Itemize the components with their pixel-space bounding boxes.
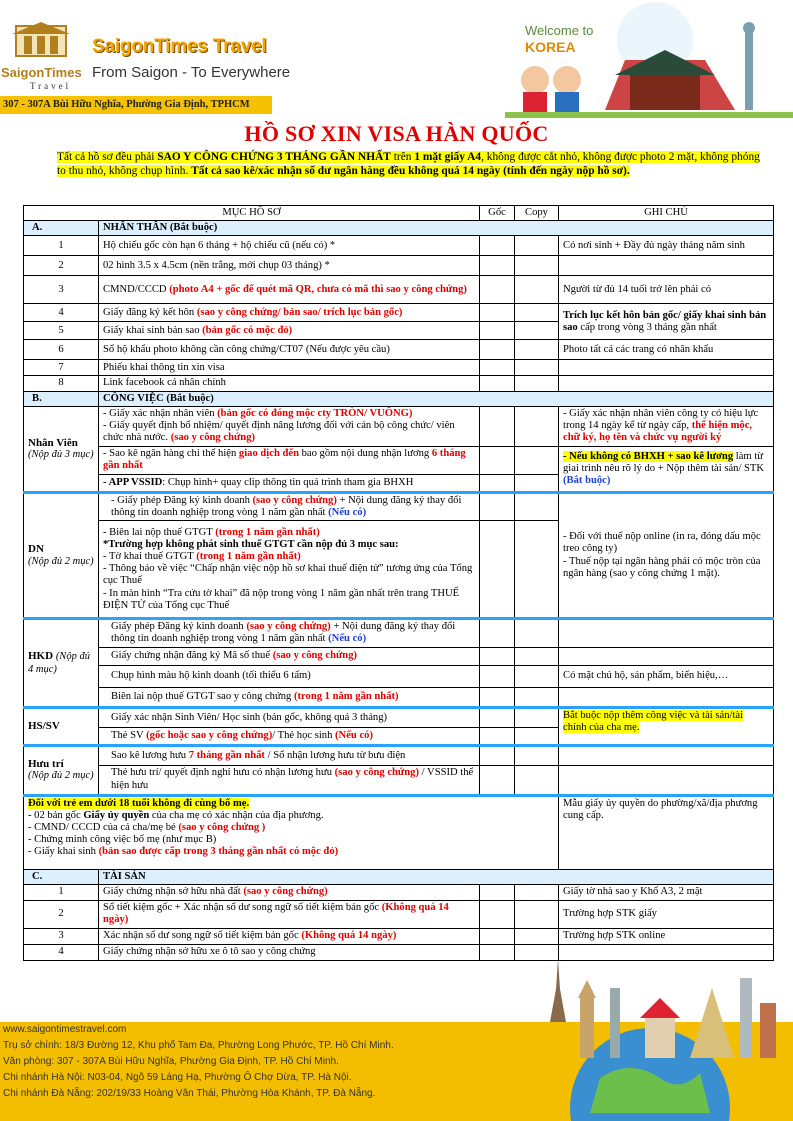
category-employee: Nhân Viên bbox=[28, 436, 78, 449]
brand-name: SaigonTimes Travel bbox=[92, 36, 267, 57]
header-address: 307 - 307A Bùi Hữu Nghĩa, Phường Gia Định, TPHCM bbox=[0, 96, 272, 114]
logo-sub: Travel bbox=[30, 81, 72, 91]
footer-hanoi-branch: Chi nhánh Hà Nội: N03-04, Ngõ 59 Láng Hạ, Phường Ô Chợ Dừa, TP. Hà Nội. bbox=[3, 1072, 352, 1083]
world-landmarks-illustration bbox=[450, 958, 793, 1121]
table-row: Giấy chứng nhận đăng ký Mã số thuế (sao y công chứng) bbox=[24, 647, 774, 665]
intro-paragraph: Tất cả hồ sơ đều phải SAO Y CÔNG CHỨNG 3 THÁNG GẦN NHẤT trên 1 mặt giấy A4, không được cắt nhỏ, không được photo 2 mặt, không phóng to thu nhỏ, không chụp hình. Tất cả sao kê/xác nhận số dư ngân hàng đều không quá 14 ngày (tính đến ngày nộp hồ sơ). bbox=[57, 151, 760, 177]
section-b-row: B. CÔNG VIỆC (Bắt buộc) bbox=[24, 391, 774, 406]
table-row: 3 Xác nhận số dư song ngữ số tiết kiệm bản gốc (Không quá 14 ngày) Trường hợp STK online bbox=[24, 928, 774, 944]
section-a-row: A. NHÂN THÂN (Bắt buộc) bbox=[24, 221, 774, 236]
table-header-row bbox=[24, 206, 774, 221]
welcome-text: Welcome to bbox=[525, 23, 594, 38]
table-row: 8 Link facebook cá nhân chính bbox=[24, 376, 774, 391]
table-row: Hưu trí (Nộp đủ 2 mục) Sao kê lương hưu 7 tháng gần nhất / Sổ nhận lương hưu từ bưu điện bbox=[24, 745, 774, 765]
table-row: - Biên lai nộp thuế GTGT (trong 1 năm gần nhất) *Trường hợp không phát sinh thuế GTGT cần nộp đủ 3 mục sau: - Tờ khai thuế GTGT (trong 1 năm gần nhất) - Thông báo về việc “Chấp nhận việc nộp hồ sơ khai thuế điện tử” tương ứng của Tổng cục Thuế - In màn hình “Tra cứu tờ khai” đã nộp trong vòng 1 năm gần nhất trên trang THUẾ ĐIỆN TỬ của Tổng cục Thuế bbox=[24, 521, 774, 619]
category-student: HS/SV bbox=[24, 707, 99, 745]
table-row: 1 Hộ chiếu gốc còn hạn 6 tháng + hộ chiếu cũ (nếu có) * Có nơi sinh + Đầy đủ ngày tháng năm sinh bbox=[24, 236, 774, 256]
table-row: 4 Giấy đăng ký kết hôn (sao y công chứng/ bản sao/ trích lục bản gốc) Trích lục kết hôn bản gốc/ giấy khai sinh bản sao cấp trong vòng 3 tháng gần nhất bbox=[24, 304, 774, 322]
table-row: Thẻ SV (gốc hoặc sao y công chứng)/ Thẻ học sinh (Nếu có) bbox=[24, 727, 774, 745]
logo-text: SaigonTimes bbox=[1, 65, 82, 80]
category-business: DN bbox=[28, 543, 44, 556]
table-row: Nhân Viên (Nộp đủ 3 mục) - Giấy xác nhận nhân viên (bản gốc có đóng mộc cty TRÒN/ VUÔNG) - Giấy quyết định bổ nhiệm/ quyết định nâng lương đối với cán bộ công chức/ viên chức nhà nước. (sao y công chứng) - Giấy xác nhận nhân viên công ty có hiệu lực trong 14 ngày kể từ ngày cấp, thể hiện mộc, chữ ký, họ tên và chức vụ người ký bbox=[24, 406, 774, 446]
visa-document-table bbox=[23, 205, 774, 961]
header-note: GHI CHÚ bbox=[559, 206, 774, 221]
header-copy: Copy bbox=[515, 206, 559, 221]
table-row: 2 02 hình 3.5 x 4.5cm (nền trắng, mới chụp 03 tháng) * bbox=[24, 256, 774, 276]
table-row: 6 Sổ hộ khẩu photo không cần công chứng/CT07 (Nếu được yêu cầu) Photo tất cả các trang có nhân khẩu bbox=[24, 340, 774, 360]
table-row: - APP VSSID: Chụp hình+ quay clip thông tin quá trình tham gia BHXH bbox=[24, 474, 774, 492]
header-original: Gốc bbox=[480, 206, 515, 221]
table-row: DN (Nộp đủ 2 mục) - Giấy phép Đăng ký kinh doanh (sao y công chứng) + Nội dung đăng ký thay đổi thông tin doanh nghiệp trong vòng 1 năm gần nhất (Nếu có) - Đối với thuế nộp online (in ra, đóng dấu mộc treo công ty) - Thuế nộp tại ngân hàng phải có mộc tròn của ngân hàng (sao y công chứng 1 mặt). bbox=[24, 492, 774, 520]
table-row: 7 Phiếu khai thông tin xin visa bbox=[24, 360, 774, 376]
section-c-row: C. TÀI SẢN bbox=[24, 869, 774, 884]
table-row: Chụp hình màu hộ kinh doanh (tối thiểu 6 tấm) Có mặt chủ hộ, sản phẩm, biển hiệu,… bbox=[24, 665, 774, 687]
table-row: 1 Giấy chứng nhận sở hữu nhà đất (sao y công chứng) Giấy tờ nhà sao y Khổ A3, 2 mặt bbox=[24, 884, 774, 900]
table-row: Biên lai nộp thuế GTGT sao y công chứng (trong 1 năm gần nhất) bbox=[24, 687, 774, 707]
footer-website[interactable]: www.saigontimestravel.com bbox=[3, 1024, 127, 1035]
table-row: 3 CMND/CCCD (photo A4 + gốc để quét mã QR, chưa có mã thì sao y công chứng) Người từ đủ 14 tuổi trở lên phải có bbox=[24, 276, 774, 304]
footer-danang-branch: Chi nhánh Đà Nẵng: 202/19/33 Hoàng Văn Thái, Phường Hòa Khánh, TP. Đà Nẵng. bbox=[3, 1088, 376, 1099]
company-logo bbox=[0, 22, 86, 92]
table-row: HKD (Nộp đủ 4 mục) Giấy phép Đăng ký kinh doanh (sao y công chứng) + Nội dung đăng ký thay đổi thông tin doanh nghiệp trong vòng 1 năm gần nhất (Nếu có) bbox=[24, 619, 774, 647]
footer-office: Văn phòng: 307 - 307A Bùi Hữu Nghĩa, Phường Gia Định, TP. Hồ Chí Minh. bbox=[3, 1056, 339, 1067]
korea-text: KOREA bbox=[525, 39, 576, 55]
table-row: 2 Sổ tiết kiệm gốc + Xác nhận số dư song ngữ số tiết kiệm bản gốc (Không quá 14 ngày) Trường hợp STK giấy bbox=[24, 900, 774, 928]
header-item: MỤC HỒ SƠ bbox=[24, 206, 480, 221]
table-row: - Sao kê ngân hàng chỉ thể hiện giao dịch đến bao gồm nội dung nhận lương 6 tháng gần nhất - Nếu không có BHXH + sao kê lương làm từ giai trình nêu rõ lý do + Nộp thêm tài sản/ STK (Bắt buộc) bbox=[24, 446, 774, 474]
footer-head-office: Trụ sở chính: 18/3 Đường 12, Khu phố Tam Đa, Phường Long Phước, TP. Hồ Chí Minh. bbox=[3, 1040, 394, 1051]
table-row: HS/SV Giấy xác nhận Sinh Viên/ Học sinh (bản gốc, không quá 3 tháng) Bắt buộc nộp thêm công việc và tài sản/tài chính của cha mẹ. bbox=[24, 707, 774, 727]
category-retired: Hưu trí bbox=[28, 757, 64, 770]
table-row: Đối với trẻ em dưới 18 tuổi không đi cùng bố mẹ. - 02 bản gốc Giấy ủy quyền của cha mẹ có xác nhận của địa phương. - CMND/ CCCD của cả cha/mẹ bé (sao y công chứng ) - Chứng minh công việc bố mẹ (như mục B) - Giấy khai sinh (bản sao được cấp trong 3 tháng gần nhất có mộc đỏ) Mẫu giấy ủy quyền do phường/xã/địa phương cung cấp. bbox=[24, 795, 774, 869]
table-row: Thẻ hưu trí/ quyết định nghỉ hưu có nhận lương hưu (sao y công chứng) / VSSID thể hiện hưu bbox=[24, 765, 774, 795]
page-title: HỒ SƠ XIN VISA HÀN QUỐC bbox=[244, 121, 549, 146]
table-row: 4 Giấy chứng nhận sở hữu xe ô tô sao y công chứng bbox=[24, 944, 774, 960]
korea-illustration bbox=[505, 0, 793, 118]
category-household: HKD bbox=[28, 649, 54, 662]
slogan: From Saigon - To Everywhere bbox=[92, 64, 291, 81]
table-row: 5 Giấy khai sinh bản sao (bản gốc có mộc đỏ) bbox=[24, 322, 774, 340]
